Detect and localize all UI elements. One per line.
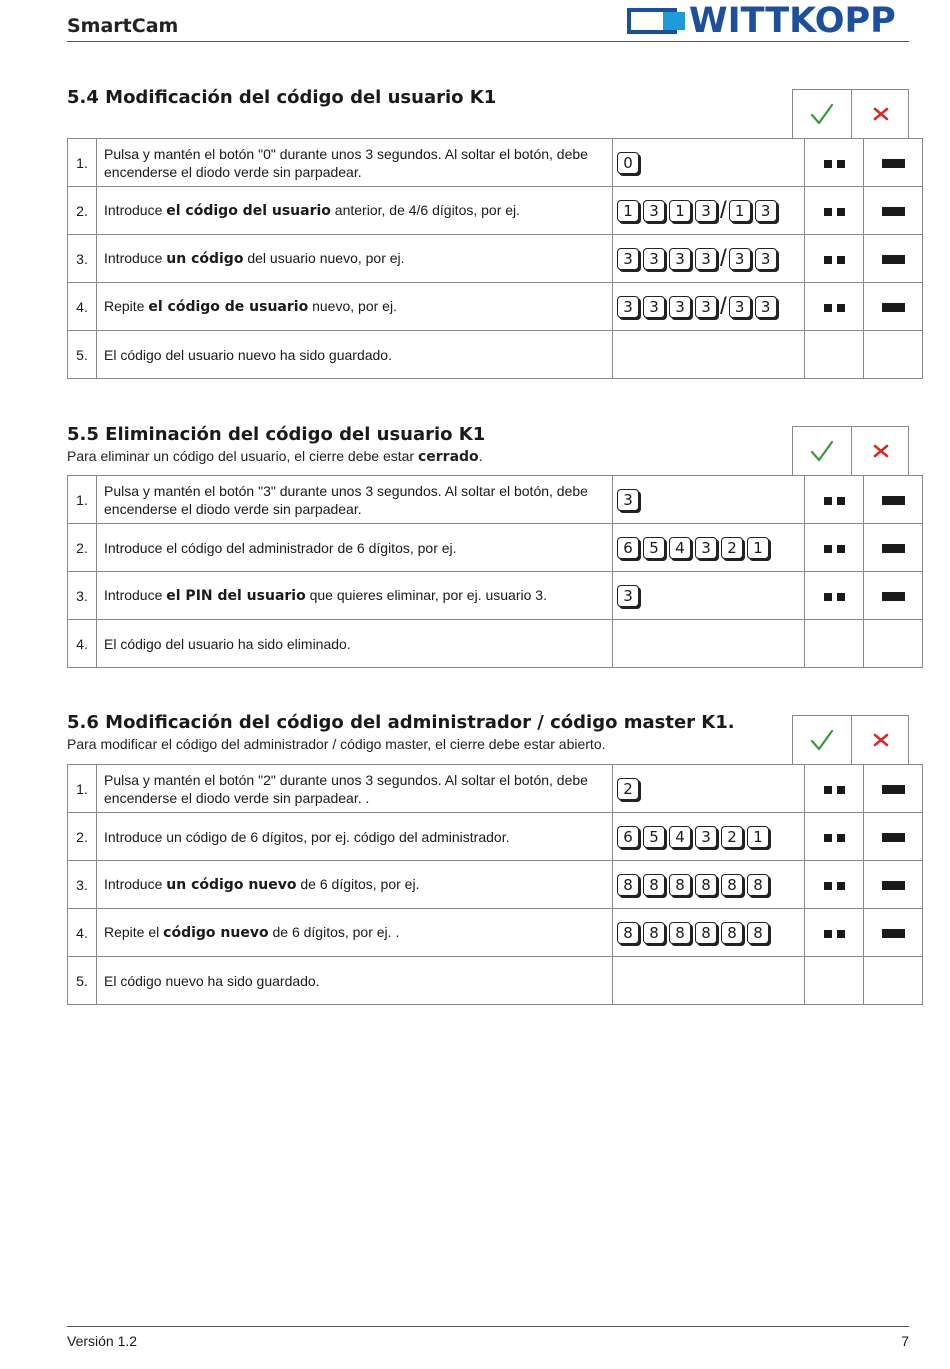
text-run: Introduce un código de 6 dígitos, por ej. código del administrador. (104, 828, 510, 845)
led-error-cell (864, 813, 923, 861)
long-signal-icon (882, 255, 905, 264)
keypad-key-icon: 3 (643, 296, 665, 318)
led-error-cell (864, 861, 923, 909)
led-success-cell (805, 524, 864, 572)
text-run: Introduce (104, 587, 167, 603)
keypad-key-icon: 3 (617, 296, 639, 318)
led-error-cell (864, 476, 923, 524)
step-description (97, 283, 613, 331)
step-row (68, 187, 923, 235)
keypad-key-icon: 1 (729, 200, 751, 222)
check-icon (793, 90, 851, 138)
blink-signal-icon (824, 256, 845, 264)
step-description (97, 235, 613, 283)
keypad-key-icon: 2 (721, 537, 743, 559)
text-run: El código nuevo ha sido guardado. (104, 972, 320, 989)
header-rule (67, 41, 909, 42)
keypad-key-icon: 1 (669, 200, 691, 222)
logo-square-icon (663, 12, 685, 30)
keypad-key-icon: 3 (755, 200, 777, 222)
steps-table (67, 475, 923, 668)
blink-signal-icon (824, 593, 845, 601)
keypad-key-icon: 8 (643, 922, 665, 944)
emphasis-text: cerrado (417, 449, 479, 465)
text-run: Introduce (104, 876, 167, 892)
text-run: anterior, de 4/6 dígitos, por ej. (330, 202, 521, 218)
step-description (97, 765, 613, 813)
text-run: El código del usuario ha sido eliminado. (104, 635, 351, 652)
keypad-key-icon: 8 (669, 874, 691, 896)
keypad-sequence (613, 909, 805, 957)
section-title-5-4: 5.4 Modificación del código del usuario K1 (67, 87, 497, 108)
led-success-cell (805, 476, 864, 524)
keypad-key-icon: 1 (747, 537, 769, 559)
keypad-key-icon: 3 (729, 296, 751, 318)
text-run: Repite el (104, 924, 164, 940)
blink-signal-icon (824, 497, 845, 505)
led-success-cell (805, 765, 864, 813)
section-subtitle (67, 448, 483, 465)
long-signal-icon (882, 833, 905, 842)
emphasis-text: el código del usuario (166, 203, 331, 219)
keypad-key-icon: 8 (617, 922, 639, 944)
keypad-key-icon: 3 (755, 248, 777, 270)
separator-slash: / (720, 244, 727, 272)
keypad-key-icon: 3 (643, 200, 665, 222)
step-row (68, 909, 923, 957)
led-success-cell (805, 861, 864, 909)
keypad-key-icon: 3 (669, 296, 691, 318)
keypad-sequence (613, 476, 805, 524)
long-signal-icon (882, 785, 905, 794)
led-error-cell (864, 765, 923, 813)
text-run: de 6 dígitos, por ej. (296, 876, 420, 892)
keypad-sequence (613, 331, 805, 379)
text-run: de 6 dígitos, por ej. . (268, 924, 400, 940)
blink-signal-icon (824, 786, 845, 794)
keypad-key-icon: 0 (617, 152, 639, 174)
led-error-cell (864, 235, 923, 283)
blink-signal-icon (824, 304, 845, 312)
steps-table (67, 764, 923, 1005)
step-number: 3. (68, 572, 97, 620)
led-success-cell (805, 572, 864, 620)
step-row (68, 331, 923, 379)
text-run: Introduce el código del administrador de 6 dígitos, por ej. (104, 539, 457, 556)
step-row (68, 283, 923, 331)
keypad-sequence (613, 524, 805, 572)
led-error-cell (864, 331, 923, 379)
keypad-key-icon: 8 (617, 874, 639, 896)
header-title: SmartCam (67, 15, 179, 37)
step-number: 3. (68, 861, 97, 909)
step-number: 4. (68, 283, 97, 331)
emphasis-text: un código nuevo (166, 877, 297, 893)
step-row (68, 620, 923, 668)
text-run: El código del usuario nuevo ha sido guardado. (104, 346, 392, 363)
led-error-cell (864, 283, 923, 331)
keypad-key-icon: 6 (617, 826, 639, 848)
long-signal-icon (882, 929, 905, 938)
keypad-key-icon: 1 (747, 826, 769, 848)
keypad-key-icon: 3 (695, 248, 717, 270)
keypad-sequence (613, 235, 805, 283)
step-row (68, 524, 923, 572)
step-number: 1. (68, 765, 97, 813)
step-description (97, 572, 613, 620)
check-icon (793, 716, 851, 764)
step-description (97, 331, 613, 379)
led-success-cell (805, 187, 864, 235)
blink-signal-icon (824, 834, 845, 842)
led-error-cell (864, 187, 923, 235)
led-success-cell (805, 331, 864, 379)
step-number: 2. (68, 524, 97, 572)
footer-version: Versión 1.2 (67, 1333, 138, 1349)
step-description (97, 620, 613, 668)
cross-icon (851, 90, 910, 138)
long-signal-icon (882, 159, 905, 168)
keypad-key-icon: 3 (695, 537, 717, 559)
step-number: 1. (68, 476, 97, 524)
keypad-sequence (613, 572, 805, 620)
keypad-key-icon: 3 (617, 489, 639, 511)
text-run: del usuario nuevo, por ej. (243, 250, 405, 266)
led-success-cell (805, 139, 864, 187)
long-signal-icon (882, 592, 905, 601)
step-number: 3. (68, 235, 97, 283)
led-error-cell (864, 620, 923, 668)
led-success-cell (805, 813, 864, 861)
step-description (97, 139, 613, 187)
keypad-key-icon: 1 (617, 200, 639, 222)
led-error-cell (864, 572, 923, 620)
keypad-key-icon: 3 (729, 248, 751, 270)
keypad-key-icon: 4 (669, 537, 691, 559)
keypad-key-icon: 8 (747, 874, 769, 896)
keypad-key-icon: 3 (755, 296, 777, 318)
keypad-key-icon: 3 (695, 200, 717, 222)
check-cross-header (792, 715, 909, 764)
step-row (68, 476, 923, 524)
keypad-key-icon: 5 (643, 826, 665, 848)
keypad-sequence (613, 187, 805, 235)
step-row (68, 957, 923, 1005)
led-error-cell (864, 909, 923, 957)
step-row (68, 765, 923, 813)
wittkopp-logo (627, 1, 910, 41)
steps-table (67, 138, 923, 379)
check-cross-header (792, 89, 909, 138)
step-number: 1. (68, 139, 97, 187)
section-title-5-5: 5.5 Eliminación del código del usuario K1 (67, 424, 486, 445)
step-description (97, 909, 613, 957)
keypad-key-icon: 6 (617, 537, 639, 559)
step-number: 4. (68, 620, 97, 668)
keypad-sequence (613, 139, 805, 187)
keypad-key-icon: 3 (617, 585, 639, 607)
step-row (68, 572, 923, 620)
step-description (97, 476, 613, 524)
step-description (97, 813, 613, 861)
cross-icon (851, 427, 910, 475)
text-run: que quieres eliminar, por ej. usuario 3. (305, 587, 547, 603)
keypad-key-icon: 8 (721, 874, 743, 896)
keypad-key-icon: 3 (669, 248, 691, 270)
step-number: 4. (68, 909, 97, 957)
keypad-key-icon: 8 (747, 922, 769, 944)
keypad-key-icon: 3 (617, 248, 639, 270)
cross-icon (851, 716, 910, 764)
emphasis-text: el PIN del usuario (166, 588, 306, 604)
keypad-key-icon: 8 (695, 922, 717, 944)
text-run: Repite (104, 298, 149, 314)
text-run: . (478, 448, 483, 464)
step-row (68, 235, 923, 283)
keypad-key-icon: 8 (643, 874, 665, 896)
step-description (97, 524, 613, 572)
blink-signal-icon (824, 882, 845, 890)
step-number: 5. (68, 957, 97, 1005)
blink-signal-icon (824, 160, 845, 168)
blink-signal-icon (824, 208, 845, 216)
text-run: Pulsa y mantén el botón "0" durante unos 3 segundos. Al soltar el botón, debe encenderse el diodo verde sin parpadear. (104, 145, 588, 180)
keypad-sequence (613, 813, 805, 861)
keypad-key-icon: 8 (721, 922, 743, 944)
text-run: Pulsa y mantén el botón "3" durante unos 3 segundos. Al soltar el botón, debe encenderse el diodo verde sin parpadear. (104, 482, 588, 517)
section-subtitle (67, 736, 606, 752)
keypad-key-icon: 2 (617, 778, 639, 800)
logo-text: WITTKOPP (689, 1, 896, 41)
text-run: Introduce (104, 250, 167, 266)
keypad-key-icon: 8 (669, 922, 691, 944)
keypad-sequence (613, 283, 805, 331)
keypad-key-icon: 3 (695, 826, 717, 848)
led-success-cell (805, 235, 864, 283)
led-error-cell (864, 139, 923, 187)
step-number: 5. (68, 331, 97, 379)
step-row (68, 139, 923, 187)
step-description (97, 957, 613, 1005)
keypad-key-icon: 5 (643, 537, 665, 559)
page-number: 7 (901, 1333, 909, 1349)
footer-rule (67, 1326, 909, 1327)
led-success-cell (805, 620, 864, 668)
keypad-key-icon: 2 (721, 826, 743, 848)
check-cross-header (792, 426, 909, 475)
step-description (97, 187, 613, 235)
long-signal-icon (882, 544, 905, 553)
emphasis-text: código nuevo (163, 925, 269, 941)
text-run: Para modificar el código del administrador / código master, el cierre debe estar abierto. (67, 736, 606, 752)
keypad-sequence (613, 957, 805, 1005)
keypad-key-icon: 3 (695, 296, 717, 318)
keypad-sequence (613, 620, 805, 668)
check-icon (793, 427, 851, 475)
separator-slash: / (720, 196, 727, 224)
keypad-key-icon: 4 (669, 826, 691, 848)
blink-signal-icon (824, 930, 845, 938)
text-run: nuevo, por ej. (308, 298, 397, 314)
separator-slash: / (720, 292, 727, 320)
led-success-cell (805, 957, 864, 1005)
step-row (68, 813, 923, 861)
long-signal-icon (882, 303, 905, 312)
keypad-sequence (613, 861, 805, 909)
step-description (97, 861, 613, 909)
long-signal-icon (882, 496, 905, 505)
keypad-key-icon: 3 (643, 248, 665, 270)
text-run: Introduce (104, 202, 167, 218)
text-run: Para eliminar un código del usuario, el cierre debe estar (67, 448, 418, 464)
led-success-cell (805, 283, 864, 331)
led-error-cell (864, 524, 923, 572)
long-signal-icon (882, 207, 905, 216)
keypad-sequence (613, 765, 805, 813)
led-success-cell (805, 909, 864, 957)
step-number: 2. (68, 813, 97, 861)
emphasis-text: el código de usuario (148, 299, 309, 315)
blink-signal-icon (824, 545, 845, 553)
step-number: 2. (68, 187, 97, 235)
keypad-key-icon: 8 (695, 874, 717, 896)
step-row (68, 861, 923, 909)
emphasis-text: un código (166, 251, 244, 267)
led-error-cell (864, 957, 923, 1005)
long-signal-icon (882, 881, 905, 890)
text-run: Pulsa y mantén el botón "2" durante unos 3 segundos. Al soltar el botón, debe encenderse el diodo verde sin parpadear. . (104, 771, 588, 806)
section-title-5-6: 5.6 Modificación del código del administrador / código master K1. (67, 712, 735, 733)
